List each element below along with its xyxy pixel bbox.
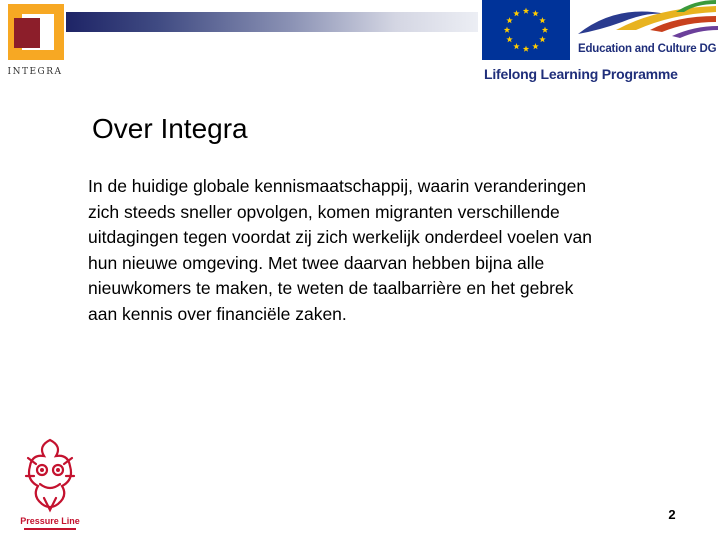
pressure-line-logo [20, 436, 80, 532]
eu-flag-icon [482, 0, 570, 60]
body-line: hun nieuwe omgeving. Met twee daarvan hebben bijna alle [88, 252, 545, 273]
integra-logo [4, 4, 66, 78]
pressure-line-text: Pressure Line [20, 516, 80, 526]
integra-logo-text: INTEGRA [7, 67, 63, 77]
pressure-line-emblem-icon [22, 436, 78, 514]
body-line: In de huidige globale kennismaatschappij, waarin veranderingen [88, 176, 587, 196]
body-line: aan kennis over financiële zaken. [88, 303, 347, 324]
education-culture-dg-logo [576, 0, 720, 42]
body-line: nieuwkomers te maken, te weten de taalbarrière en het gebrek [88, 278, 574, 299]
header-gradient-bar [66, 12, 478, 32]
programme-label: Lifelong Learning Programme [484, 66, 678, 82]
integra-logo-mark [8, 4, 64, 60]
body-paragraph [88, 174, 688, 328]
page-number: 2 [668, 507, 676, 522]
pressure-line-rule [24, 528, 76, 530]
body-line: zich steeds sneller opvolgen, komen migranten verschillende [88, 201, 560, 222]
body-line: uitdagingen tegen voordat zij zich werkelijk onderdeel voelen van [88, 227, 592, 248]
dg-label: Education and Culture DG [578, 43, 717, 55]
slide-title: Over Integra [92, 113, 248, 144]
